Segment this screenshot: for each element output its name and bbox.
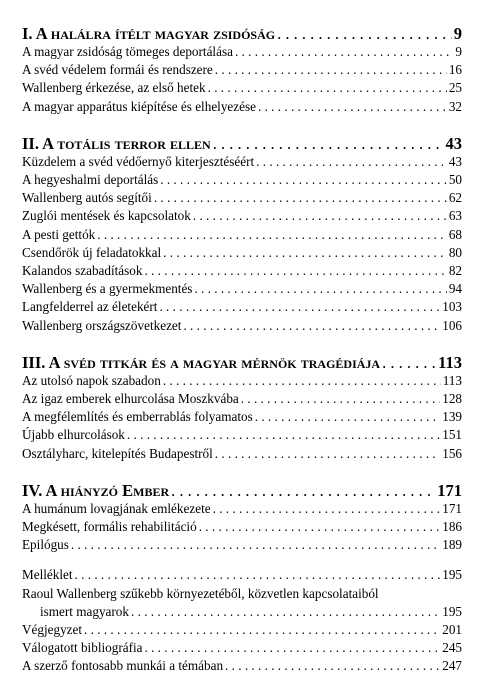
toc-entry[interactable] <box>22 621 462 639</box>
entry-title: Melléklet <box>22 567 73 583</box>
entry-title: Az utolsó napok szabadon <box>22 372 161 388</box>
dot-leader <box>163 372 441 390</box>
entry-title: A magyar apparátus kiépítése és elhelyezése <box>22 98 256 114</box>
entry-title: Zuglói mentések és kapcsolatok <box>22 208 191 224</box>
section-title: IV. A hiányzó Ember <box>22 480 170 500</box>
dot-leader <box>97 226 447 244</box>
dot-leader <box>75 566 441 584</box>
section-spacer <box>22 116 462 134</box>
entry-title: Az igaz emberek elhurcolása Moszkvába <box>22 391 239 407</box>
page-number: 195 <box>442 603 462 619</box>
section-title: II. A totális terror ellen <box>22 133 211 153</box>
dot-leader <box>127 426 440 444</box>
page-number: 113 <box>442 372 462 388</box>
toc-entry[interactable] <box>22 298 462 316</box>
dot-leader <box>199 518 441 536</box>
toc-entry[interactable] <box>22 98 462 116</box>
page-number: 32 <box>448 98 462 114</box>
entry-title: Kalandos szabadítások <box>22 263 143 279</box>
toc-entry[interactable] <box>22 566 462 584</box>
dot-leader <box>159 298 440 316</box>
dot-leader <box>258 98 447 116</box>
entry-title: Küzdelem a svéd védőernyő kiterjesztéséért <box>22 153 255 169</box>
page-number: 189 <box>442 537 462 553</box>
toc-section-heading[interactable] <box>22 134 462 153</box>
table-of-contents <box>22 24 462 676</box>
dot-leader <box>213 500 441 518</box>
toc-entry[interactable] <box>22 280 462 298</box>
section-title: I. A halálra ítélt magyar zsidóság <box>22 24 276 43</box>
toc-entry[interactable] <box>22 426 462 444</box>
toc-entry[interactable] <box>22 171 462 189</box>
dot-leader <box>213 134 444 153</box>
dot-leader <box>171 481 435 500</box>
dot-leader <box>71 536 440 554</box>
page-number: 94 <box>448 281 462 297</box>
page-number: 128 <box>442 391 462 407</box>
toc-entry[interactable] <box>22 657 462 675</box>
entry-title: A hegyeshalmi deportálás <box>22 172 159 188</box>
toc-section-heading[interactable] <box>22 353 462 372</box>
toc-entry-line2[interactable] <box>22 603 462 621</box>
entry-title: A magyar zsidóság tömeges deportálása <box>22 44 233 59</box>
page-number: 16 <box>448 62 462 78</box>
page-number: 25 <box>448 80 462 96</box>
toc-entry[interactable] <box>22 372 462 390</box>
page-number: 43 <box>448 153 462 169</box>
toc-section-3 <box>22 353 462 463</box>
page-number: 186 <box>442 519 462 535</box>
page-number: 43 <box>445 133 462 153</box>
dot-leader <box>163 244 447 262</box>
dot-leader <box>160 171 447 189</box>
toc-entry[interactable] <box>22 153 462 171</box>
dot-leader <box>144 639 440 657</box>
page-number: 63 <box>448 208 462 224</box>
entry-title: A pesti gettók <box>22 226 96 242</box>
page-number: 50 <box>448 172 462 188</box>
entry-title: Válogatott bibliográfia <box>22 640 143 656</box>
page-number: 195 <box>442 567 462 583</box>
dot-leader <box>194 280 446 298</box>
dot-leader <box>215 61 447 79</box>
toc-entry[interactable] <box>22 500 462 518</box>
entry-title: A svéd védelem formái és rendszere <box>22 62 213 78</box>
entry-title: A humánum lovagjának emlékezete <box>22 500 211 516</box>
toc-entry[interactable] <box>22 189 462 207</box>
entry-title: Végjegyzet <box>22 622 83 638</box>
toc-entry[interactable] <box>22 518 462 536</box>
section-spacer <box>22 463 462 481</box>
page-number: 247 <box>442 658 462 674</box>
entry-title: Wallenberg autós segítői <box>22 190 152 206</box>
toc-entry[interactable] <box>22 445 462 463</box>
toc-entry[interactable] <box>22 317 462 335</box>
dot-leader <box>208 79 447 97</box>
entry-title: Raoul Wallenberg szűkebb környezetéből, közvetlen kapcsolataiból <box>22 585 379 601</box>
entry-title: Csendőrök új feladatokkal <box>22 244 162 260</box>
page-number: 151 <box>442 427 462 443</box>
toc-appendix <box>22 566 462 675</box>
dot-leader <box>144 262 446 280</box>
page-number: 80 <box>448 244 462 260</box>
page-number: 106 <box>442 317 462 333</box>
toc-entry[interactable] <box>22 262 462 280</box>
entry-title: Osztályharc, kitelepítés Budapestről <box>22 445 213 461</box>
entry-title: Megkésett, formális rehabilitáció <box>22 519 197 535</box>
page-number: 171 <box>442 500 462 516</box>
dot-leader <box>131 603 440 621</box>
toc-entry[interactable] <box>22 408 462 426</box>
entry-title: Epilógus <box>22 537 69 553</box>
toc-entry[interactable] <box>22 390 462 408</box>
page-number: 201 <box>442 622 462 638</box>
toc-entry[interactable] <box>22 639 462 657</box>
toc-section-4 <box>22 481 462 555</box>
page-number: 9 <box>455 44 462 59</box>
page-number: 171 <box>437 480 462 500</box>
entry-title: Wallenberg országszövetkezet <box>22 317 182 333</box>
toc-entry[interactable] <box>22 79 462 97</box>
dot-leader <box>225 657 440 675</box>
dot-leader <box>183 317 440 335</box>
page-number: 62 <box>448 190 462 206</box>
toc-entry-line1[interactable] <box>22 585 462 603</box>
toc-section-heading[interactable] <box>22 24 462 43</box>
entry-title: ismert magyarok <box>40 603 129 619</box>
dot-leader <box>193 207 447 225</box>
dot-leader <box>235 43 453 61</box>
page-number: 245 <box>442 640 462 656</box>
entry-title: A szerző fontosabb munkái a témában <box>22 658 224 674</box>
dot-leader <box>255 408 441 426</box>
page-number: 9 <box>453 24 462 43</box>
toc-section-2 <box>22 134 462 335</box>
entry-title: Langfelderrel az életekért <box>22 299 158 315</box>
entry-title: Wallenberg érkezése, az első hetek <box>22 80 206 96</box>
page-number: 139 <box>442 409 462 425</box>
dot-leader <box>256 153 447 171</box>
dot-leader <box>241 390 440 408</box>
entry-title: Újabb elhurcolások <box>22 427 125 443</box>
toc-section-heading[interactable] <box>22 481 462 500</box>
page-number: 156 <box>442 445 462 461</box>
dot-leader <box>215 445 440 463</box>
page-number: 103 <box>442 299 462 315</box>
dot-leader <box>277 24 452 43</box>
entry-title: A megfélemlítés és emberrablás folyamatos <box>22 409 253 425</box>
toc-entry[interactable] <box>22 61 462 79</box>
toc-entry[interactable] <box>22 244 462 262</box>
toc-section-1 <box>22 24 462 116</box>
toc-entry[interactable] <box>22 207 462 225</box>
toc-entry[interactable] <box>22 43 462 61</box>
entry-title: Wallenberg és a gyermekmentés <box>22 281 193 297</box>
dot-leader <box>154 189 447 207</box>
toc-entry[interactable] <box>22 226 462 244</box>
toc-entry[interactable] <box>22 536 462 554</box>
section-spacer <box>22 554 462 566</box>
section-title: III. A svéd titkár és a magyar mérnök tragédiája <box>22 352 381 372</box>
page-number: 82 <box>448 263 462 279</box>
page-number: 113 <box>438 352 462 372</box>
section-spacer <box>22 335 462 353</box>
dot-leader <box>382 353 436 372</box>
dot-leader <box>84 621 440 639</box>
page-number: 68 <box>448 226 462 242</box>
